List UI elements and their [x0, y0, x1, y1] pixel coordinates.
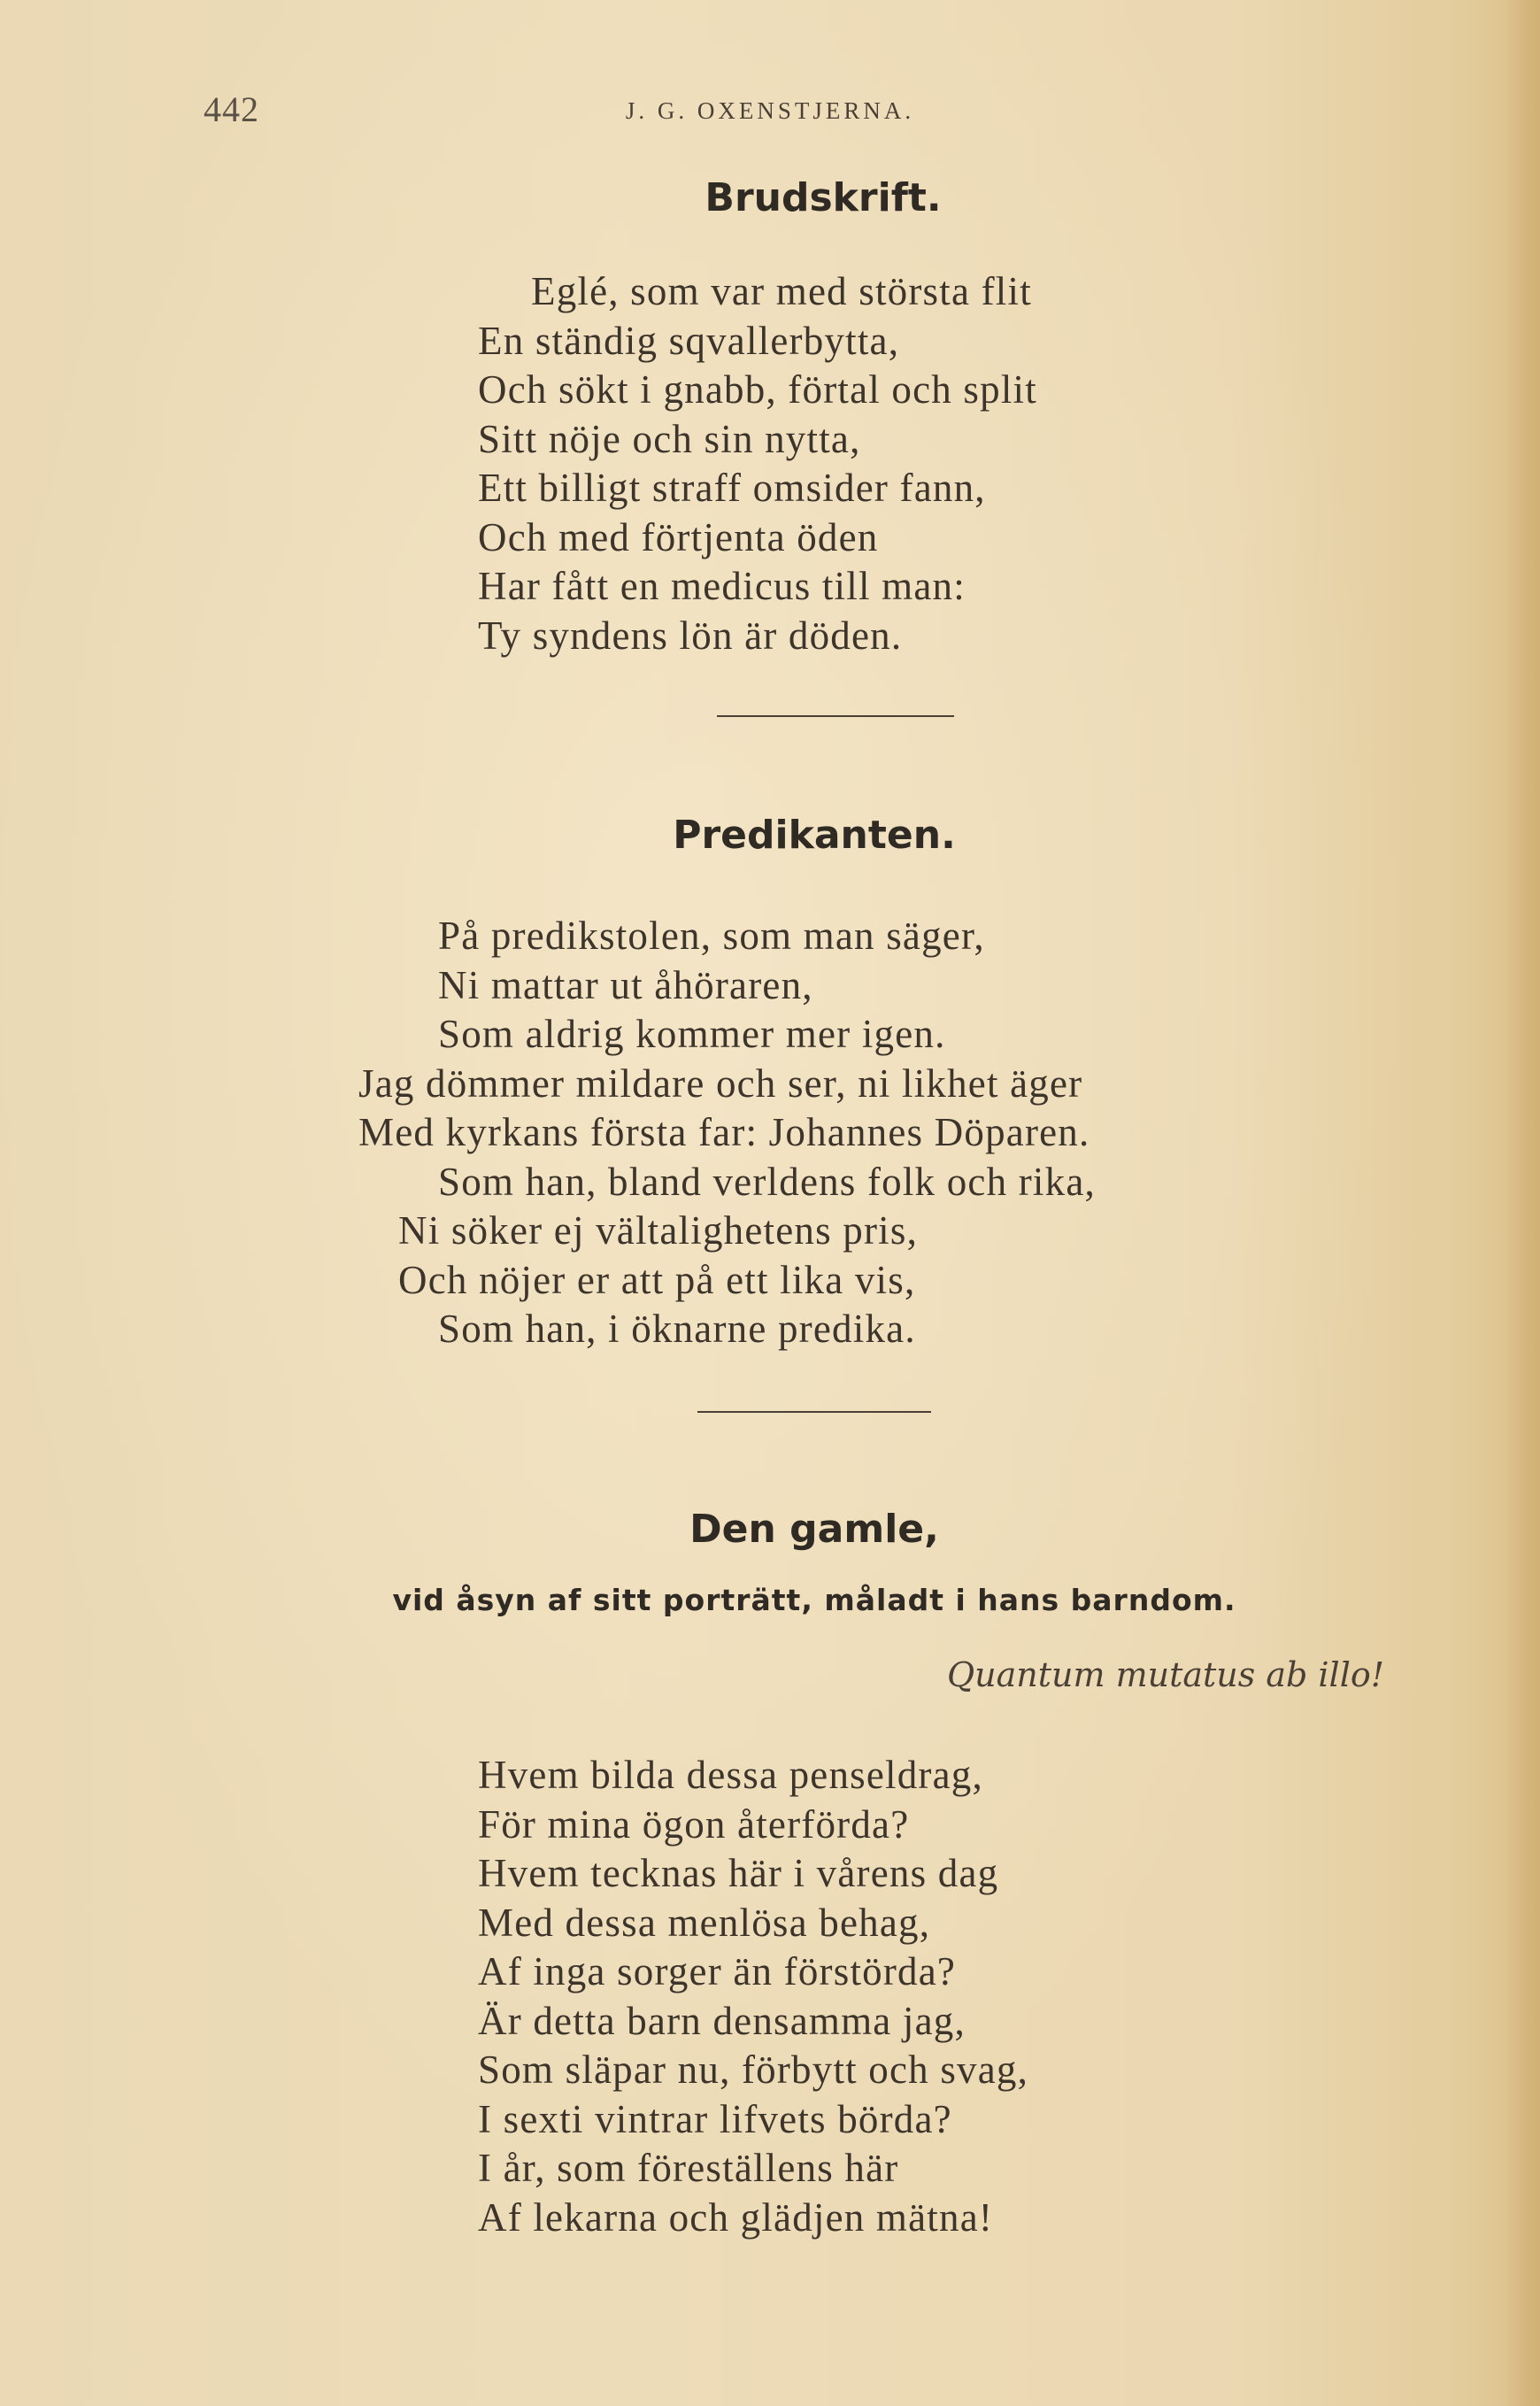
poem-subtitle: vid åsyn af sitt porträtt, måladt i hans barndom.	[392, 1583, 1236, 1617]
poem-predikanten	[358, 912, 1096, 1354]
poem-line: Med kyrkans första far: Johannes Döparen.	[358, 1110, 1090, 1154]
poem-line: På predikstolen, som man säger,	[438, 914, 985, 958]
poem-line: Ty syndens lön är döden.	[478, 613, 903, 658]
page-edge-shadow	[1505, 0, 1540, 2406]
poem-line: Hvem bilda dessa penseldrag,	[478, 1753, 983, 1797]
poem-brudskrift	[478, 267, 1037, 660]
epigraph: Quantum mutatus ab illo!	[946, 1655, 1384, 1694]
poem-line: För mina ögon återförda?	[478, 1801, 910, 1847]
poem-title-brudskrift: Brudskrift.	[705, 175, 942, 220]
poem-line: En ständig sqvallerbytta,	[478, 318, 900, 363]
poem-line: Med dessa menlösa behag,	[478, 1900, 931, 1945]
poem-line: I år, som föreställens här	[478, 2146, 899, 2190]
poem-line: Eglé, som var med största flit	[531, 269, 1032, 313]
poem-line: Af lekarna och glädjen mätna!	[478, 2194, 994, 2240]
poem-line: Sitt nöje och sin nytta,	[478, 416, 861, 461]
poem-line: Ni mattar ut åhöraren,	[438, 962, 813, 1007]
poem-line: Ett billigt straff omsider fann,	[478, 466, 986, 510]
poem-line: I sexti vintrar lifvets börda?	[478, 2096, 952, 2141]
poem-line: Af inga sorger än förstörda?	[478, 1949, 957, 1993]
poem-den-gamle	[478, 1751, 1028, 2242]
poem-line: Är detta barn densamma jag,	[478, 1998, 966, 2043]
poem-line: Hvem tecknas här i vårens dag	[478, 1851, 999, 1895]
running-header	[0, 89, 1540, 138]
page-number: 442	[204, 89, 259, 129]
poem-line: Som aldrig kommer mer igen.	[438, 1012, 946, 1056]
running-title: J. G. OXENSTJERNA.	[625, 97, 915, 124]
poem-line: Som släpar nu, förbytt och svag,	[478, 2047, 1029, 2092]
poem-line: Och nöjer er att på ett lika vis,	[398, 1257, 916, 1302]
poem-line: Som han, bland verldens folk och rika,	[438, 1159, 1096, 1204]
poem-line: Och sökt i gnabb, förtal och split	[478, 367, 1037, 412]
poem-line: Jag dömmer mildare och ser, ni likhet äger	[358, 1060, 1083, 1106]
poem-title-den-gamle: Den gamle,	[689, 1507, 939, 1552]
poem-line: Och med förtjenta öden	[478, 514, 879, 559]
section-divider	[717, 715, 954, 717]
poem-line: Har fått en medicus till man:	[478, 564, 966, 608]
poem-title-predikanten: Predikanten.	[673, 813, 956, 858]
section-divider	[697, 1411, 931, 1413]
poem-line: Ni söker ej vältalighetens pris,	[398, 1208, 919, 1253]
poem-line: Som han, i öknarne predika.	[438, 1307, 916, 1351]
